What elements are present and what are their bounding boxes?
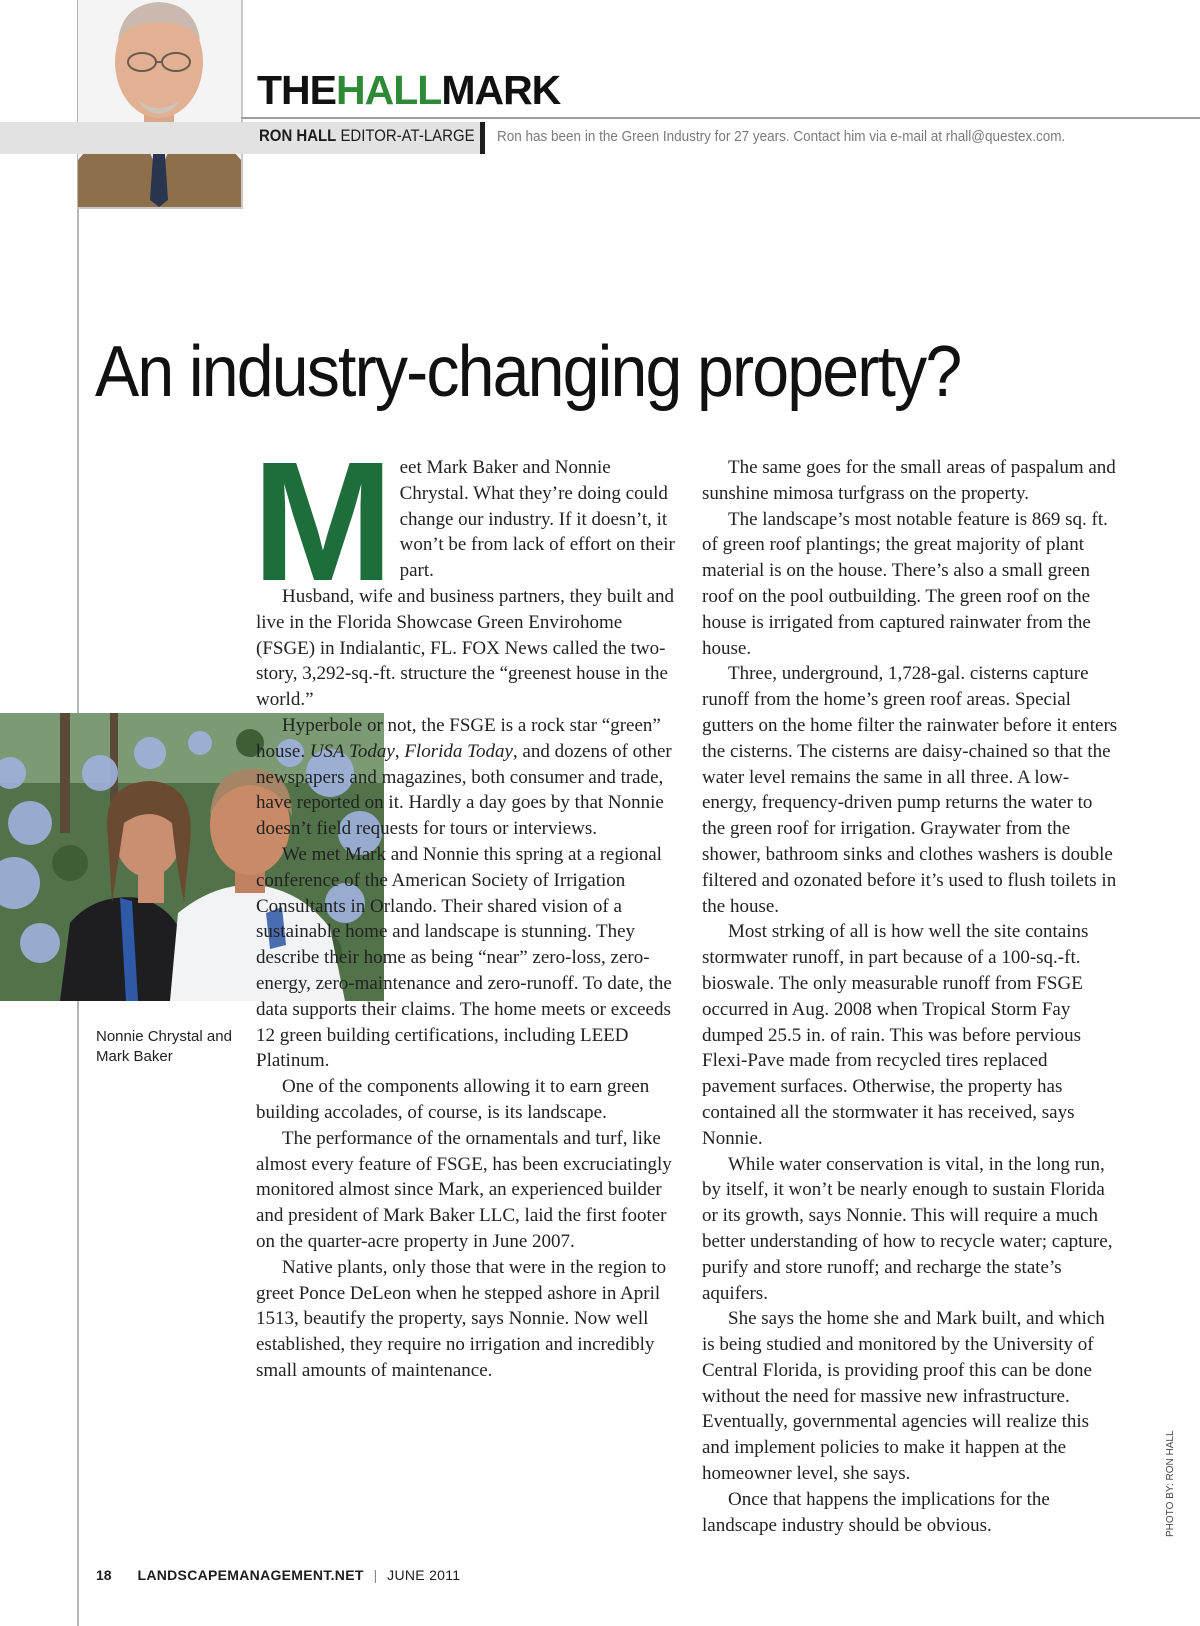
article-paragraph	[256, 713, 676, 842]
article-paragraph: The same goes for the small areas of paspalum and sunshine mimosa turfgrass on the property.	[702, 457, 1116, 504]
photo-caption: Nonnie Chrystal and Mark Baker	[96, 1028, 232, 1065]
page-footer	[96, 1567, 460, 1583]
paragraph-text: , and dozens of other newspapers and magazines, both consumer and trade, have reported on it. Hardly a day goes by that Nonnie doesn’t field requests for tours or interviews.	[256, 740, 672, 840]
publication-name: USA Today	[309, 740, 395, 762]
article-paragraph	[252, 427, 676, 617]
masthead-rule	[241, 117, 1200, 119]
article-paragraph: She says the home she and Mark built, and which is being studied and monitored by the University of Central Florida, is providing proof this can be done without the need for massive new infrastructure. Eventually, governmental agencies will realize this and implement policies to make it happen at the homeowner level, she says.	[702, 1308, 1105, 1485]
column-title-the: THE	[257, 67, 336, 113]
paragraph-text: ,	[394, 740, 405, 762]
footer-separator: |	[373, 1567, 378, 1583]
article-paragraph: We met Mark and Nonnie this spring at a regional conference of the American Society of Irrigation Consultants in Orlando. Their shared vision of a sustainable home and landscape is stunning. They describe their home as being “near” zero-loss, zero-energy, zero-maintenance and zero-runoff. To date, the data supports their claims. The home meets or exceeds 12 green building certifications, including LEED Platinum.	[256, 843, 672, 1072]
article-paragraph: Most strking of all is how well the site contains stormwater runoff, in part because of a 100-sq.-ft. bioswale. The only measurable runoff from FSGE occurred in Aug. 2008 when Tropical Storm Fay dumped 25.5 in. of rain. This was before pervious Flexi-Pave made from recycled tires replaced pavement surfaces. Otherwise, the property has contained all the stormwater it has received, says Nonnie.	[702, 921, 1089, 1149]
article-paragraph: The performance of the ornamentals and turf, like almost every feature of FSGE, has been excruciatingly monitored almost since Mark, an experienced builder and president of Mark Baker LLC, laid the first footer on the quarter-acre property in June 2007.	[256, 1127, 672, 1252]
column-title-mark: MARK	[441, 67, 561, 113]
footer-website: LANDSCAPEMANAGEMENT.NET	[137, 1567, 364, 1583]
author-role: EDITOR-AT-LARGE	[340, 126, 475, 145]
author-bio: Ron has been in the Green Industry for 27 years. Contact him via e-mail at rhall@questex.com.	[497, 128, 1066, 145]
column-title	[257, 67, 561, 113]
author-headshot	[78, 0, 243, 209]
byline-divider	[480, 122, 485, 154]
article-paragraph: While water conservation is vital, in the long run, by itself, it won’t be nearly enough to sustain Florida or its growth, says Nonnie. This will require a much better understanding of how to recycle water; capture, purify and store runoff; and recharge the state’s aquifers.	[702, 1153, 1113, 1304]
photo-credit: PHOTO BY: RON HALL	[1165, 1430, 1176, 1537]
photo-wrap-spacer	[0, 455, 150, 773]
article-headline: An industry-changing property?	[95, 332, 961, 412]
footer-date: JUNE 2011	[387, 1567, 461, 1583]
paragraph-text: eet Mark Baker and Nonnie Chrystal. What they’re doing could change our industry. If it doesn’t, it won’t be from lack of effort on their part.	[399, 457, 675, 582]
article-column-right	[702, 455, 1120, 1538]
article-paragraph: Husband, wife and business partners, they built and live in the Florida Showcase Green Envirohome (FSGE) in Indialantic, FL. FOX News called the two-story, 3,292-sq.-ft. structure the “greenest house in the world.”	[256, 585, 675, 711]
article-paragraph: The landscape’s most notable feature is 869 sq. ft. of green roof plantings; the great majority of plant material is on the house. There’s also a small green roof on the pool outbuilding. The green roof on the house is irrigated from captured rainwater from the house.	[702, 508, 1108, 659]
article-column-left	[252, 427, 676, 1384]
article-paragraph: Three, underground, 1,728-gal. cisterns capture runoff from the home’s green roof areas. Special gutters on the home filter the rainwater before it enters the cisterns. The cisterns are daisy-chained so that the water level remains the same in all three. A low-energy, frequency-driven pump returns the water to the green roof for irrigation. Graywater from the shower, bathroom sinks and clothes washers is double filtered and ozonated before it’s used to flush toilets in the house.	[702, 663, 1118, 917]
drop-cap: M	[252, 427, 388, 617]
article-paragraph: One of the components allowing it to earn green building accolades, of course, is its landscape.	[256, 1076, 650, 1123]
author-byline	[259, 127, 475, 144]
article-paragraph: Native plants, only those that were in the region to greet Ponce DeLeon when he stepped ashore in April 1513, beautify the property, says Nonnie. Now well established, they require no irrigation and incredibly small amounts of maintenance.	[256, 1256, 667, 1381]
article-paragraph: Once that happens the implications for the landscape industry should be obvious.	[702, 1488, 1050, 1536]
column-title-hall: HALL	[336, 67, 442, 113]
page-number: 18	[96, 1567, 112, 1583]
paragraph-text: Hyperbole or not, the FSGE is a rock star “green” house.	[256, 714, 661, 762]
publication-name: Florida Today	[404, 740, 513, 762]
author-name: RON HALL	[259, 126, 337, 145]
